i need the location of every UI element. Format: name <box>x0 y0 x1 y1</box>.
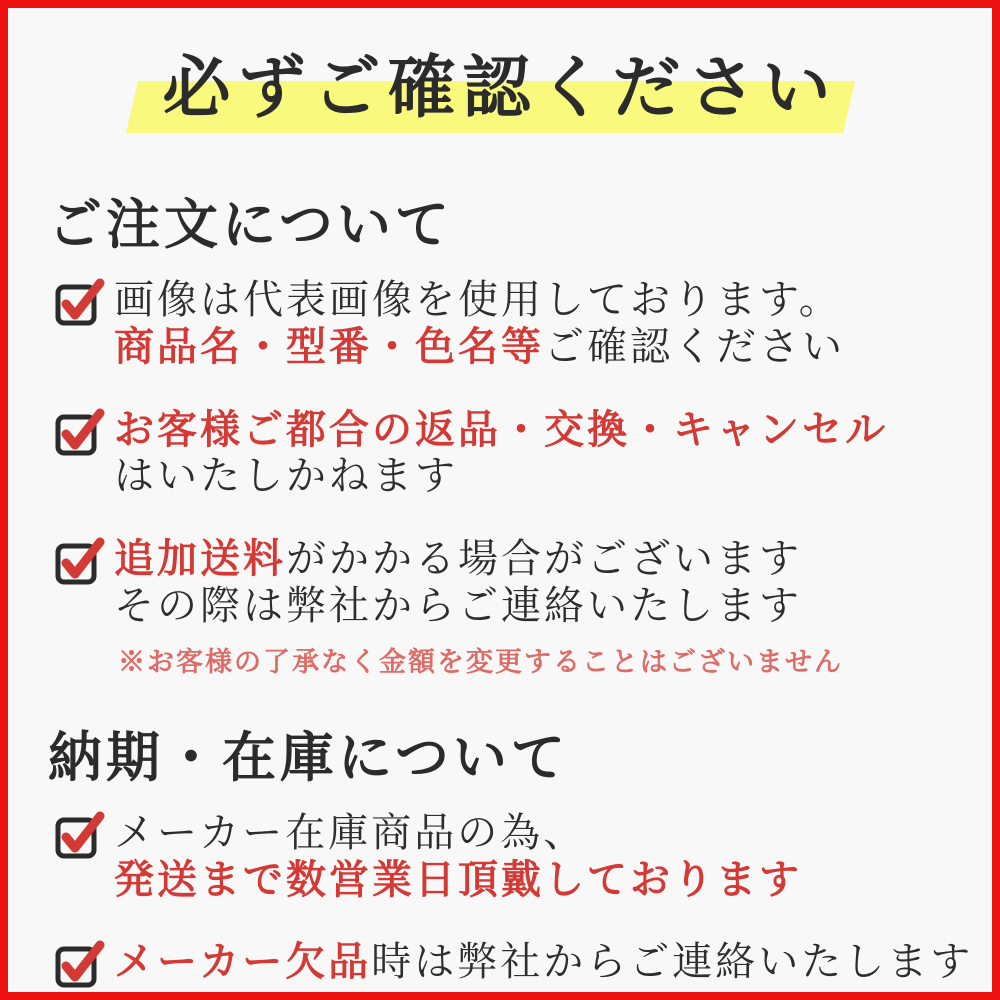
checked-checkbox-icon <box>54 536 106 586</box>
item-text-segment: お客様ご都合の返品・交換・キャンセル <box>114 406 888 452</box>
checked-checkbox-icon <box>54 810 106 860</box>
checklist-item <box>54 536 976 679</box>
item-text-segment: はいたしかねます <box>114 453 458 499</box>
section-heading-delivery-stock: 納期・在庫について <box>48 727 569 788</box>
item-text-segment: 商品名・型番・色名等 <box>114 323 544 369</box>
item-text <box>114 939 973 986</box>
item-text <box>114 277 845 371</box>
checked-checkbox-icon <box>54 939 106 989</box>
item-text-segment: 発送まで数営業日頂戴しております <box>114 856 802 902</box>
section-heading-order: ご注文について <box>48 195 453 255</box>
checklist-item <box>54 407 976 501</box>
checked-checkbox-icon <box>54 277 106 327</box>
page-title-text: 必ずご確認ください <box>162 50 838 126</box>
item-text-segment: 画像は代表画像を使用しております。 <box>114 277 842 322</box>
item-text <box>114 536 843 679</box>
item-text-segment: 追加送料 <box>114 536 286 582</box>
checklist-item <box>54 810 976 904</box>
item-text-segment: 時は弊社からご連絡いたします <box>371 939 974 985</box>
item-text <box>114 407 888 501</box>
checklist-item <box>54 939 976 989</box>
item-text-segment: その際は弊社からご連絡いたします <box>114 582 802 628</box>
page-title <box>8 34 992 146</box>
item-text-segment: ご確認ください <box>544 323 845 369</box>
checked-checkbox-icon <box>54 407 106 457</box>
item-text <box>114 810 802 904</box>
item-note: ※お客様の了承なく金額を変更することはございません <box>118 646 843 677</box>
checklist-item <box>54 277 976 371</box>
item-text-segment: メーカー欠品 <box>114 939 372 985</box>
item-text-segment: がかかる場合がございます <box>286 536 802 582</box>
item-text-segment: メーカー在庫商品の為、 <box>114 809 587 855</box>
